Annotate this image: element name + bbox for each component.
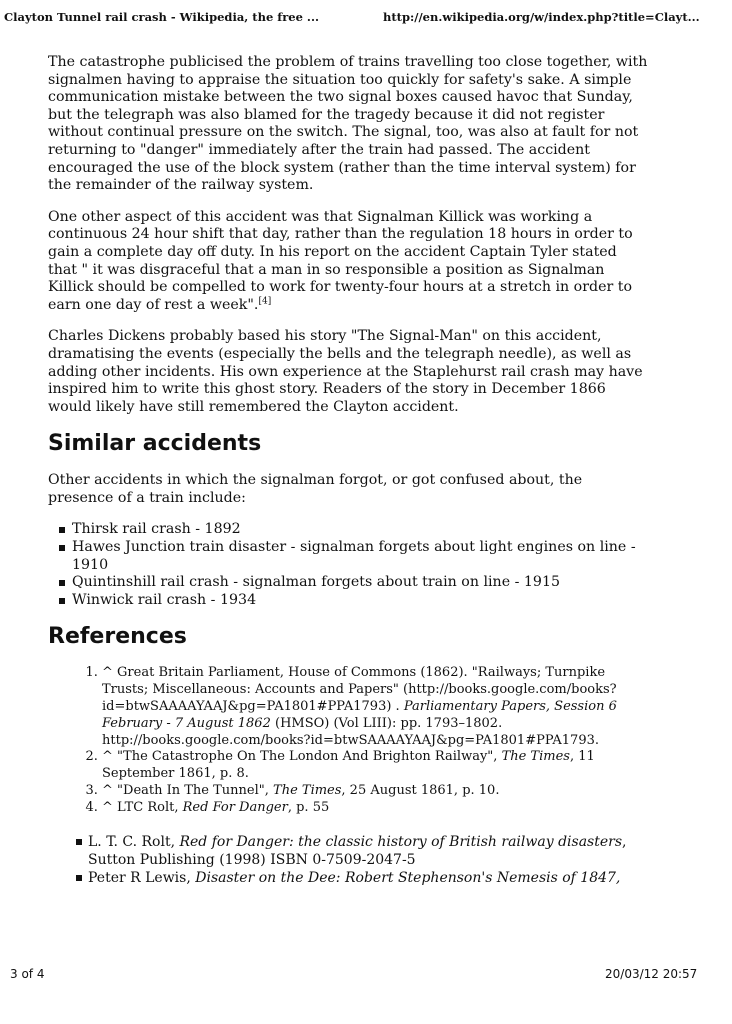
list-item <box>88 869 648 887</box>
paragraph-catastrophe: The catastrophe publicised the problem of trains travelling too close together, with signalmen having to appraise the situation too quickly for safety's sake. A simple communication mistake between the two signal boxes caused havoc that Sunday, but the telegraph was also blamed for the tragedy because it did not register without continual pressure on the switch. The signal, too, was also at fault for not returning to "danger" immediately after the train had passed. The accident encouraged the use of the block system (rather than the time interval system) for the remainder of the railway system. <box>48 54 648 194</box>
list-item <box>88 833 648 869</box>
print-header-url[interactable]: http://en.wikipedia.org/w/index.php?title=Clayt... <box>383 10 700 24</box>
bullet-icon <box>59 545 65 551</box>
reference-text: , 25 August 1861, p. 10. <box>341 783 500 799</box>
book-author: Peter R Lewis, <box>88 869 191 886</box>
heading-references: References <box>48 624 187 650</box>
reference-text: (HMSO) (Vol LIII): pp. 1793–1802. http://books.google.com/books?id=btwSAAAAYAAJ&pg=PA1801#PPA1793. <box>102 715 599 748</box>
paragraph-dickens: Charles Dickens probably based his story "The Signal-Man" on this accident, dramatising the events (especially the bells and the telegraph needle), as well as adding other incidents. His own experience at the Staplehurst rail crash may have inspired him to write this ghost story. Readers of the story in December 1866 would likely have still remembered the Clayton accident. <box>48 328 643 415</box>
reference-text: , 11 September 1861, p. 8. <box>102 749 595 782</box>
book-publisher: , Sutton Publishing (1998) ISBN 0-7509-2047-5 <box>88 833 627 868</box>
reference-text: Great Britain Parliament, House of Commons (1862). "Railways; Turnpike Trusts; Miscellaneous: Accounts and Papers" (http://books.google.com/books?id=btwSAAAAYAAJ&pg=PA1801#PPA1793) . <box>102 665 617 715</box>
similar-accidents-list <box>48 521 648 609</box>
reference-title: The Times <box>273 783 342 799</box>
accident-link-winwick[interactable]: Winwick rail crash - 1934 <box>72 591 257 608</box>
reference-text: "The Catastrophe On The London And Brighton Railway", <box>117 749 498 765</box>
list-item <box>72 521 648 539</box>
print-header-title: Clayton Tunnel rail crash - Wikipedia, the free ... <box>4 10 319 24</box>
backlink-caret[interactable]: ^ <box>102 799 113 815</box>
print-footer-datetime: 20/03/12 20:57 <box>605 967 698 981</box>
book-author: L. T. C. Rolt, <box>88 833 176 850</box>
reference-item <box>102 665 648 749</box>
backlink-caret[interactable]: ^ <box>102 749 113 765</box>
accident-link-quintinshill[interactable]: Quintinshill rail crash - signalman forgets about train on line - 1915 <box>72 574 561 591</box>
list-item <box>72 539 648 574</box>
reference-title: The Times <box>501 749 570 765</box>
accident-link-thirsk[interactable]: Thirsk rail crash - 1892 <box>72 521 241 538</box>
reference-text: , p. 55 <box>287 799 330 815</box>
paragraph-killick <box>48 209 648 315</box>
reference-text: "Death In The Tunnel", <box>117 783 269 799</box>
book-title: Red for Danger: the classic history of British railway disasters <box>179 833 623 850</box>
bullet-icon <box>59 598 65 604</box>
references-list <box>48 665 648 816</box>
bullet-icon <box>59 580 65 586</box>
print-footer-page: 3 of 4 <box>10 967 45 981</box>
backlink-caret[interactable]: ^ <box>102 665 113 681</box>
bullet-icon <box>76 839 82 845</box>
paragraph-killick-text: One other aspect of this accident was that Signalman Killick was working a continuous 24 hour shift that day, rather than the regulation 18 hours in order to gain a complete day off duty. In his report on the accident Captain Tyler stated that " it was disgraceful that a man in so responsible a position as Signalman Killick should be compelled to work for twenty-four hours at a stretch in order to earn one day of rest a week". <box>48 208 633 313</box>
article-content <box>48 54 648 887</box>
list-item <box>72 592 648 610</box>
list-item <box>72 574 648 592</box>
reference-item <box>102 800 648 817</box>
heading-similar-accidents: Similar accidents <box>48 431 262 457</box>
reference-title: Parliamentary Papers, Session 6 February - 7 August 1862 <box>102 699 617 731</box>
citation-4[interactable]: [4] <box>258 295 272 306</box>
accident-link-hawes[interactable]: Hawes Junction train disaster - signalman forgets about light engines on line - 1910 <box>72 539 636 573</box>
reference-item <box>102 783 648 800</box>
reference-title: Red For Danger <box>182 799 288 815</box>
reference-item <box>102 749 648 783</box>
further-reading-list <box>48 833 648 887</box>
book-title: Disaster on the Dee: Robert Stephenson's Nemesis of 1847, <box>195 869 621 886</box>
backlink-caret[interactable]: ^ <box>102 783 113 799</box>
bullet-icon <box>59 527 65 533</box>
bullet-icon <box>76 875 82 881</box>
reference-text: LTC Rolt, <box>117 799 179 815</box>
similar-intro: Other accidents in which the signalman forgot, or got confused about, the presence of a train include: <box>48 472 583 506</box>
